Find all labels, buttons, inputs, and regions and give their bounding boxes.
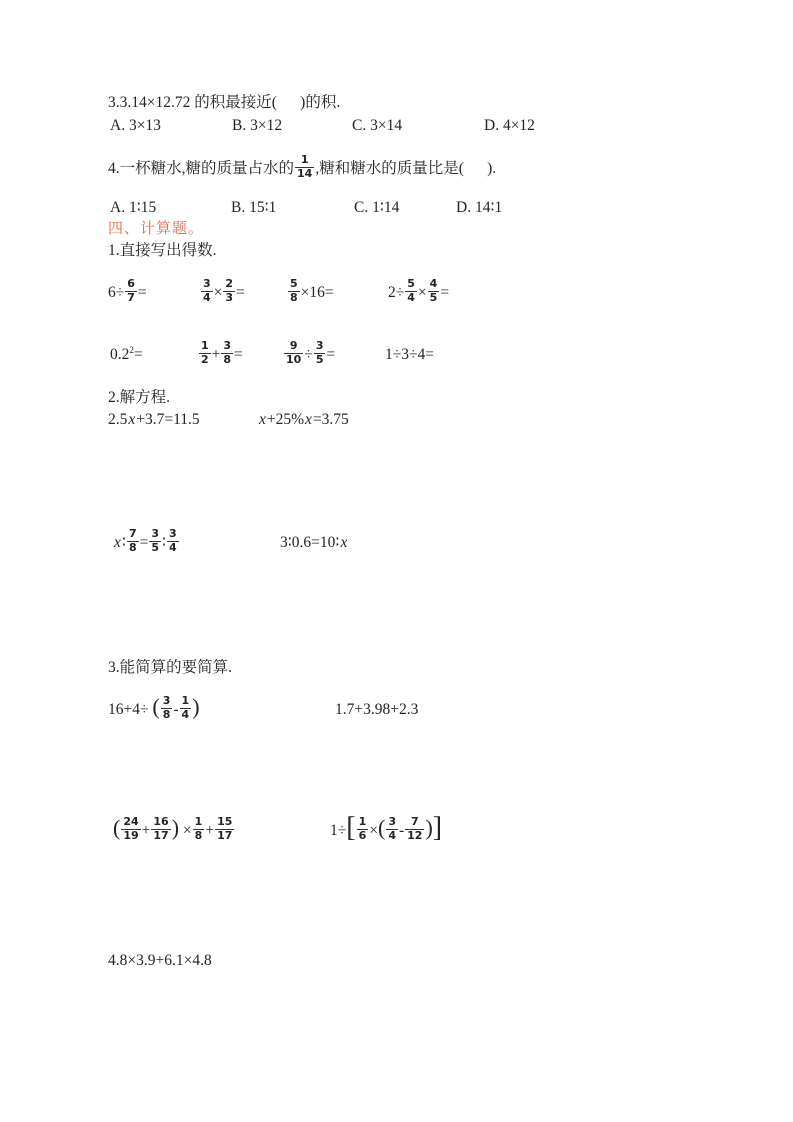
math-text: × — [369, 822, 378, 839]
fraction: $\frac{3}{4}$ — [169, 527, 177, 554]
question-3-option-d: D. 4×12 — [484, 117, 535, 134]
math-text: 0.2 — [110, 346, 130, 363]
math-text: = — [236, 284, 245, 301]
bracket: ] — [432, 812, 443, 844]
math-text: = — [133, 346, 143, 363]
math-text: 2.5 — [108, 411, 128, 428]
math-text: × — [213, 284, 223, 301]
variable: x — [259, 411, 266, 428]
fraction: $\frac{3}{8}$ — [223, 339, 232, 366]
question-3-option-b: B. 3×12 — [232, 117, 283, 134]
expr-row1-2 — [200, 275, 245, 311]
simplify-expr-4 — [330, 813, 442, 849]
math-text: 1÷3÷4= — [385, 346, 435, 363]
math-text: 6÷ — [108, 284, 125, 301]
fraction: $\frac{3}{4}$ — [203, 277, 211, 304]
parenthesis: ( — [378, 815, 386, 841]
subsection-1-title: 1.直接写出得数. — [108, 242, 217, 259]
section-4-heading: 四、计算题。 — [108, 221, 205, 237]
fraction: $\frac{9}{10}$ — [286, 339, 302, 366]
simplify-expr-5 — [108, 951, 212, 971]
fraction: $\frac{4}{5}$ — [429, 277, 438, 304]
parenthesis: ) — [425, 815, 433, 841]
math-text: ,糖和糖水的质量比是( ). — [315, 160, 497, 177]
parenthesis: ) — [171, 815, 180, 841]
question-4-option-c: C. 1∶14 — [354, 199, 400, 216]
fraction: $\frac{3}{4}$ — [388, 815, 396, 842]
math-text: = — [139, 534, 149, 551]
fraction: $\frac{1}{6}$ — [358, 815, 367, 842]
math-text: 2÷ — [388, 284, 405, 301]
math-text: + — [205, 822, 215, 839]
variable: x — [305, 411, 312, 428]
math-text: 16+4÷ — [108, 701, 153, 718]
fraction: $\frac{1}{14}$ — [297, 153, 313, 180]
math-text: ∶ — [162, 534, 167, 551]
question-3-text: 3.3.14×12.72 的积最接近( )的积. — [108, 94, 341, 111]
fraction: $\frac{3}{8}$ — [162, 694, 171, 721]
fraction: $\frac{1}{4}$ — [181, 694, 190, 721]
math-text: +3.7=11.5 — [136, 411, 200, 428]
math-text: - — [398, 822, 405, 839]
fraction: $\frac{7}{12}$ — [407, 815, 423, 842]
math-text: 4.8×3.9+6.1×4.8 — [108, 952, 212, 969]
variable: x — [114, 534, 121, 551]
equation-1 — [108, 410, 200, 430]
fraction: $\frac{3}{5}$ — [151, 527, 159, 554]
math-text: 4.一杯糖水,糖的质量占水的 — [108, 160, 295, 177]
fraction: $\frac{6}{7}$ — [127, 277, 135, 304]
fraction: $\frac{7}{8}$ — [128, 527, 137, 554]
math-text: = — [137, 284, 147, 301]
parenthesis: ( — [113, 815, 121, 841]
math-text: - — [173, 701, 179, 718]
fraction: $\frac{15}{17}$ — [217, 815, 233, 842]
math-text: + — [211, 346, 221, 363]
fraction: $\frac{2}{3}$ — [225, 277, 234, 304]
fraction: $\frac{3}{5}$ — [315, 339, 324, 366]
subsection-2-title: 2.解方程. — [108, 389, 171, 406]
question-4-option-b: B. 15∶1 — [231, 199, 277, 216]
expr-row2-4 — [385, 337, 434, 373]
math-text: = — [326, 346, 336, 363]
fraction: $\frac{1}{2}$ — [201, 339, 209, 366]
math-text: 1.7+3.98+2.3 — [335, 701, 419, 718]
fraction: $\frac{24}{19}$ — [123, 815, 139, 842]
math-text: ×16= — [300, 284, 334, 301]
expr-row1-3 — [287, 275, 334, 311]
bracket: [ — [346, 812, 356, 844]
question-4-option-a: A. 1∶15 — [110, 199, 157, 216]
math-text: ÷ — [304, 346, 313, 363]
math-text: × — [417, 284, 427, 301]
simplify-expr-1 — [108, 692, 200, 728]
math-text: ∶ — [121, 534, 126, 551]
parenthesis: ( — [152, 694, 160, 720]
fraction: $\frac{5}{4}$ — [407, 277, 415, 304]
math-text: = — [440, 284, 450, 301]
expr-row1-4 — [388, 275, 449, 311]
question-4-text — [108, 151, 496, 187]
subsection-3-title: 3.能简算的要简算. — [108, 659, 233, 676]
fraction: $\frac{5}{8}$ — [290, 277, 298, 304]
exponent: 2 — [129, 344, 134, 355]
math-text: = — [234, 346, 243, 363]
math-text: +25% — [266, 411, 305, 428]
question-3-option-c: C. 3×14 — [352, 117, 403, 134]
expr-row2-2 — [198, 337, 243, 373]
math-text: =3.75 — [312, 411, 349, 428]
math-text: 1÷ — [330, 822, 347, 839]
simplify-expr-3 — [113, 813, 235, 849]
simplify-expr-2 — [335, 692, 418, 728]
expr-row1-1 — [108, 275, 147, 311]
variable: x — [128, 411, 136, 428]
math-text: × — [179, 822, 192, 839]
proportion-2 — [280, 525, 348, 561]
math-text: + — [141, 822, 151, 839]
expr-row2-1 — [110, 337, 143, 373]
fraction: $\frac{1}{8}$ — [194, 815, 203, 842]
equation-2 — [258, 410, 349, 430]
math-text: 3∶0.6=10∶ — [280, 534, 340, 551]
proportion-1 — [113, 525, 180, 561]
variable: x — [340, 534, 348, 551]
parenthesis: ) — [192, 694, 200, 720]
question-3-option-a: A. 3×13 — [110, 117, 161, 134]
expr-row2-3 — [283, 337, 335, 373]
question-4-option-d: D. 14∶1 — [456, 199, 503, 216]
fraction: $\frac{16}{17}$ — [153, 815, 169, 842]
